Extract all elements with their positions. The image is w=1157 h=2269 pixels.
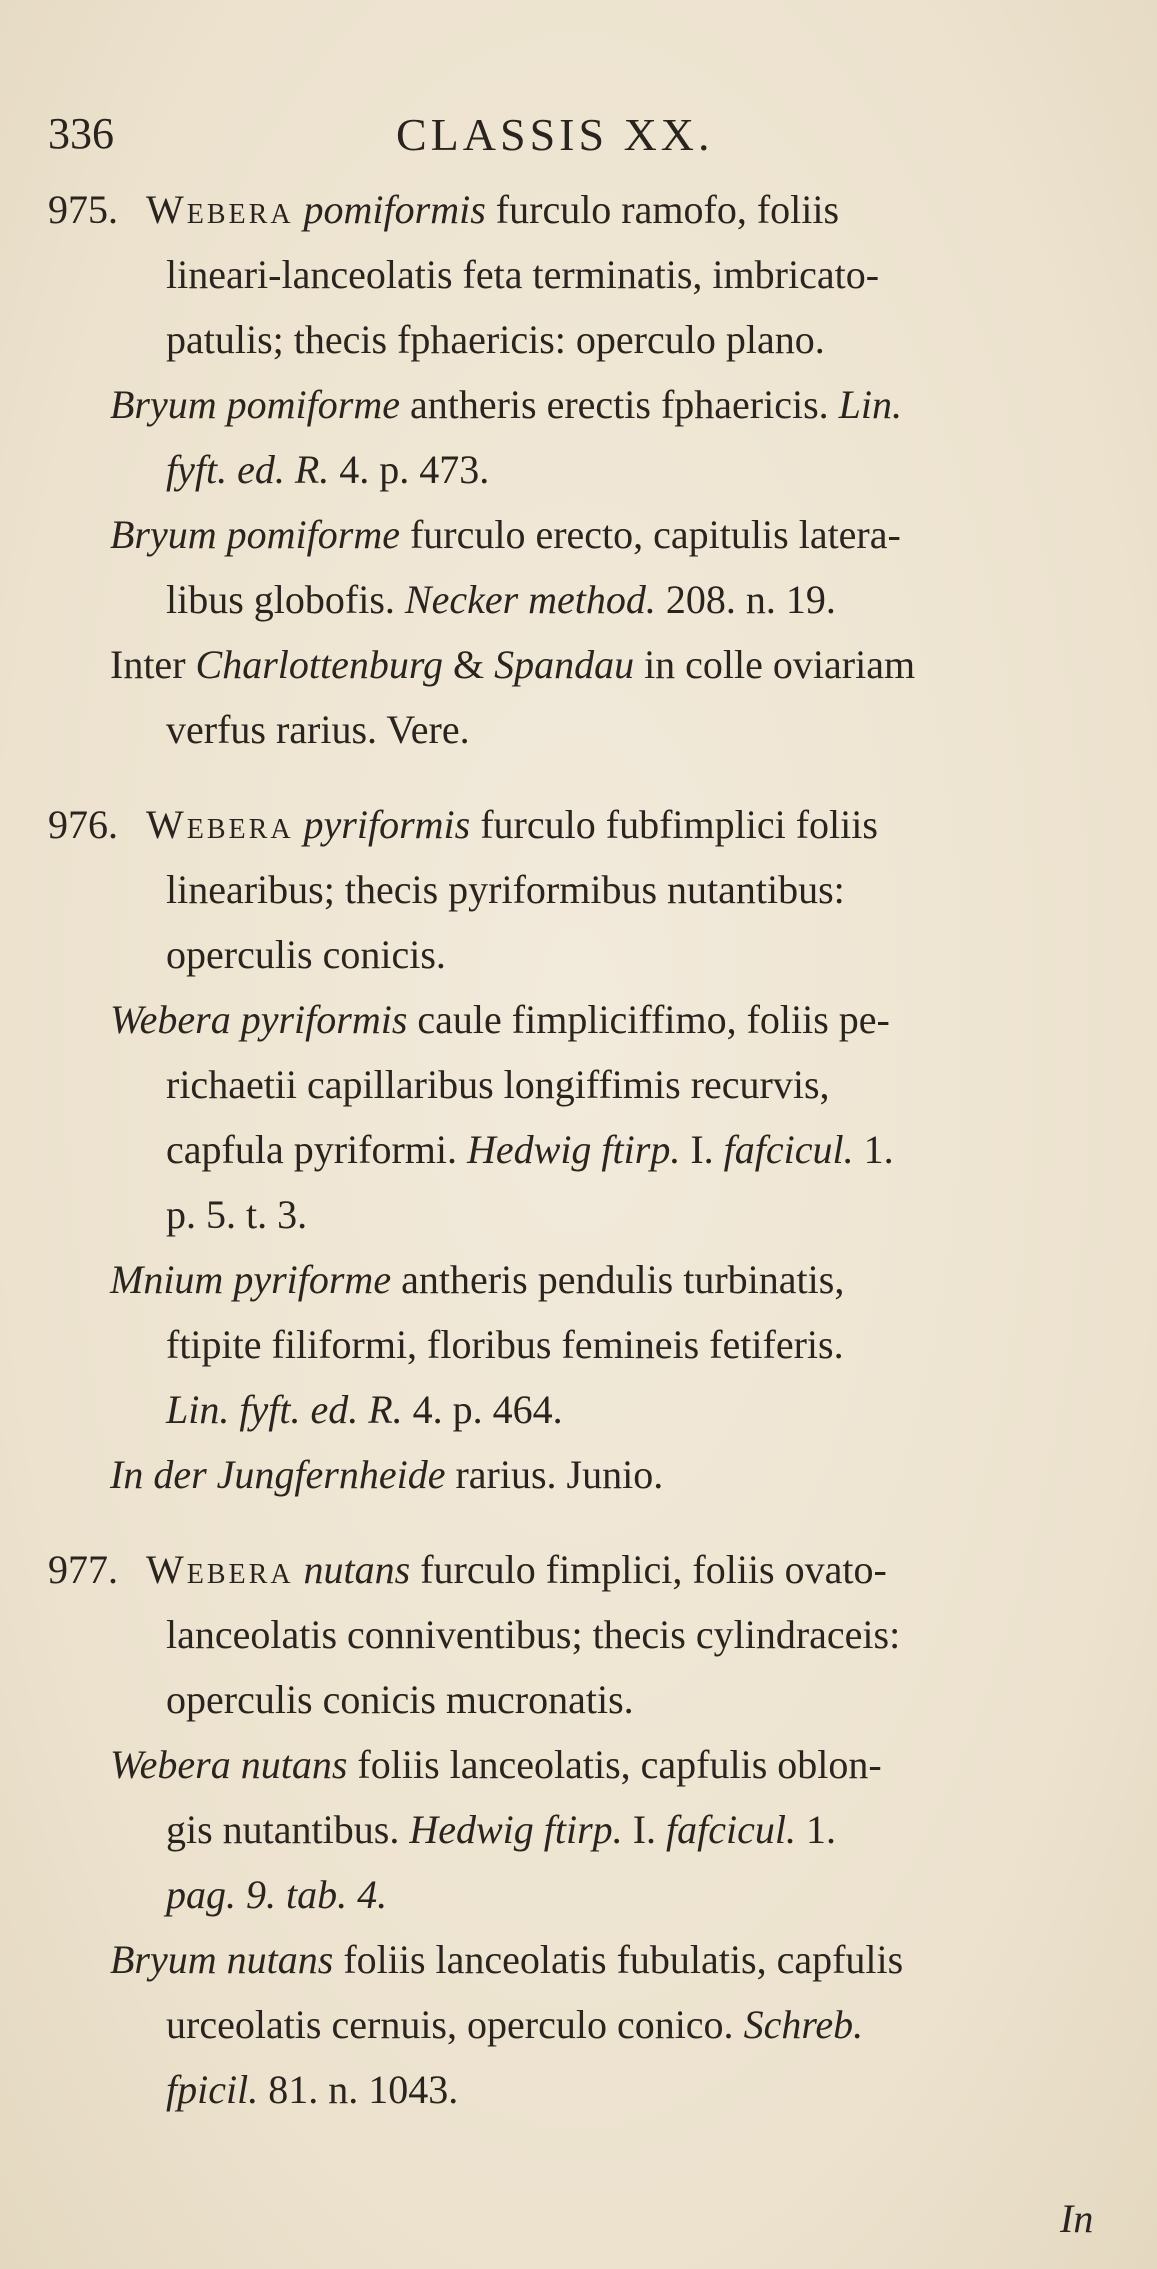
entry-975-line-1: 975. Webera pomiformis furculo ramofo, foliis	[48, 187, 840, 232]
synonym-line: Mnium pyriforme antheris pendulis turbinatis,	[110, 1257, 845, 1302]
species-name: nutans	[303, 1547, 411, 1592]
genus-name: Webera	[146, 802, 294, 847]
synonym-line-cont: gis nutantibus. Hedwig ftirp. I. fafcicul. 1.	[166, 1807, 836, 1852]
synonym-line: Webera pyriformis caule fimpliciffimo, foliis pe-	[110, 997, 890, 1042]
habitat-line-cont: verfus rarius. Vere.	[166, 707, 470, 752]
entry-976-line-2: linearibus; thecis pyriformibus nutantibus:	[166, 867, 845, 912]
synonym-line: Bryum nutans foliis lanceolatis fubulatis, capfulis	[110, 1937, 904, 1982]
entry-977-line-2: lanceolatis conniventibus; thecis cylindraceis:	[166, 1612, 901, 1657]
entry-975-line-2: lineari-lanceolatis feta terminatis, imbricato-	[166, 252, 880, 297]
page-number: 336	[48, 109, 114, 158]
habitat-line: Inter Charlottenburg & Spandau in colle oviariam	[110, 642, 916, 687]
synonym-line: Webera nutans foliis lanceolatis, capfulis oblon-	[110, 1742, 882, 1787]
synonym-line: Bryum pomiforme furculo erecto, capitulis latera-	[110, 512, 901, 557]
catchword: In	[1060, 2196, 1094, 2241]
synonym-line-cont: Lin. fyft. ed. R. 4. p. 464.	[166, 1387, 563, 1432]
synonym-line-cont: libus globofis. Necker method. 208. n. 19.	[166, 577, 836, 622]
synonym-line-cont: fyft. ed. R. 4. p. 473.	[166, 447, 490, 492]
entry-975-line-3: patulis; thecis fphaericis: operculo plano.	[166, 317, 825, 362]
entry-976-line-3: operculis conicis.	[166, 932, 446, 977]
synonym-line-cont: p. 5. t. 3.	[166, 1192, 308, 1237]
genus-name: Webera	[146, 187, 294, 232]
synonym-line-cont: richaetii capillaribus longiffimis recurvis,	[166, 1062, 830, 1107]
running-head: CLASSIS XX.	[396, 109, 714, 160]
synonym-line-cont: urceolatis cernuis, operculo conico. Schreb.	[166, 2002, 864, 2047]
synonym-line-cont: fpicil. 81. n. 1043.	[166, 2067, 459, 2112]
synonym-line-cont: ftipite filiformi, floribus femineis fetiferis.	[166, 1322, 844, 1367]
synonym-line-cont: pag. 9. tab. 4.	[166, 1872, 388, 1917]
habitat-line: In der Jungfernheide rarius. Junio.	[110, 1452, 664, 1497]
species-name: pyriformis	[303, 802, 471, 847]
entry-976-line-1: 976. Webera pyriformis furculo fubfimplici foliis	[48, 802, 878, 847]
species-name: pomiformis	[303, 187, 486, 232]
genus-name: Webera	[146, 1547, 294, 1592]
synonym-line-cont: capfula pyriformi. Hedwig ftirp. I. fafcicul. 1.	[166, 1127, 894, 1172]
entry-977-line-3: operculis conicis mucronatis.	[166, 1677, 634, 1722]
entry-977-line-1: 977. Webera nutans furculo fimplici, foliis ovato-	[48, 1547, 887, 1592]
synonym-line: Bryum pomiforme antheris erectis fphaericis. Lin.	[110, 382, 903, 427]
